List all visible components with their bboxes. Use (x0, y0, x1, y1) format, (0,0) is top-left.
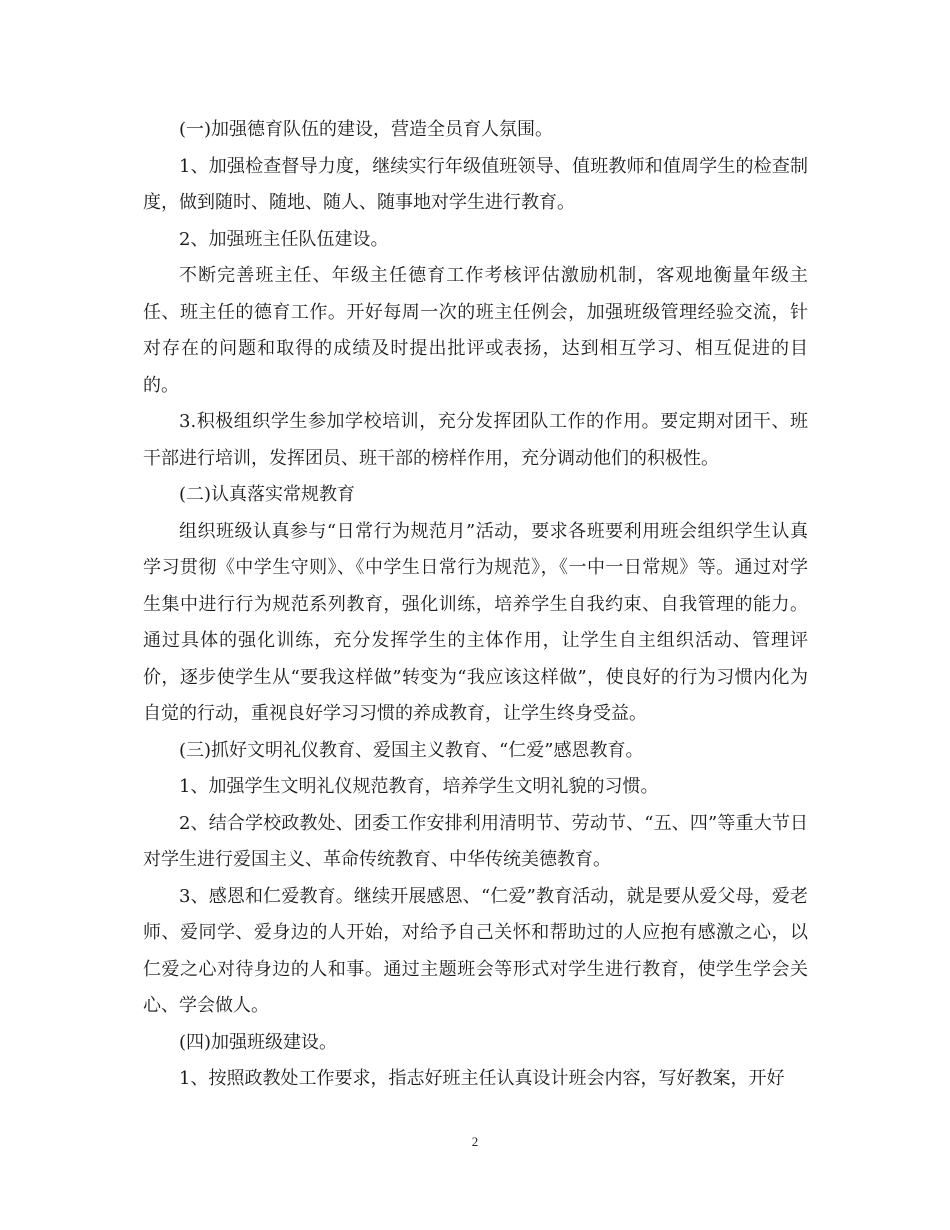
section-heading-4: (四)加强班级建设。 (179, 1031, 338, 1053)
page-number: 2 (471, 1134, 479, 1149)
section-heading-1: (一)加强德育队伍的建设，营造全员育人氛围。 (179, 119, 554, 140)
paragraph: 2、结合学校政教处、团委工作安排利用清明节、劳动节、“五、四”等重大节日对学生进行爱国主义、革命传统教育、中华传统美德教育。 (143, 812, 808, 870)
paragraph: 1、加强检查督导力度，继续实行年级值班领导、值班教师和值周学生的检查制度，做到随时、随地、随人、随事地对学生进行教育。 (143, 155, 808, 213)
paragraph: 1、加强学生文明礼仪规范教育，培养学生文明礼貌的习惯。 (179, 776, 659, 797)
section-heading-3: (三)抓好文明礼仪教育、爱国主义教育、“仁爱”感恩教育。 (179, 739, 644, 761)
section-heading-2: (二)认真落实常规教育 (179, 484, 356, 505)
paragraph: 3、感恩和仁爱教育。继续开展感恩、“仁爱”教育活动，就是要从爱父母，爱老师、爱同学、爱身边的人开始，对给予自己关怀和帮助过的人应抱有感激之心，以仁爱之心对待身边的人和事。通过主题班会等形式对学生进行教育，使学生学会关心、学会做人。 (143, 885, 808, 1016)
document-body (143, 112, 808, 1098)
paragraph: 1、按照政教处工作要求，指志好班主任认真设计班会内容，写好教案，开好 (179, 1068, 785, 1089)
paragraph: 不断完善班主任、年级主任德育工作考核评估激励机制，客观地衡量年级主任、班主任的德育工作。开好每周一次的班主任例会，加强班级管理经验交流，针对存在的问题和取得的成绩及时提出批评或表扬，达到相互学习、相互促进的目的。 (143, 265, 808, 396)
paragraph: 3.积极组织学生参加学校培训，充分发挥团队工作的作用。要定期对团干、班干部进行培训，发挥团员、班干部的榜样作用，充分调动他们的积极性。 (143, 411, 808, 469)
paragraph: 2、加强班主任队伍建设。 (179, 228, 389, 250)
paragraph: 组织班级认真参与“日常行为规范月”活动，要求各班要利用班会组织学生认真学习贯彻《中学生守则》、《中学生日常行为规范》，《一中一日常规》等。通过对学生集中进行行为规范系列教育，强化训练，培养学生自我约束、自我管理的能力。通过具体的强化训练，充分发挥学生的主体作用，让学生自主组织活动、管理评价，逐步使学生从“要我这样做”转变为“我应该这样做”，使良好的行为习惯内化为自觉的行动，重视良好学习习惯的养成教育，让学生终身受益。 (143, 520, 808, 724)
